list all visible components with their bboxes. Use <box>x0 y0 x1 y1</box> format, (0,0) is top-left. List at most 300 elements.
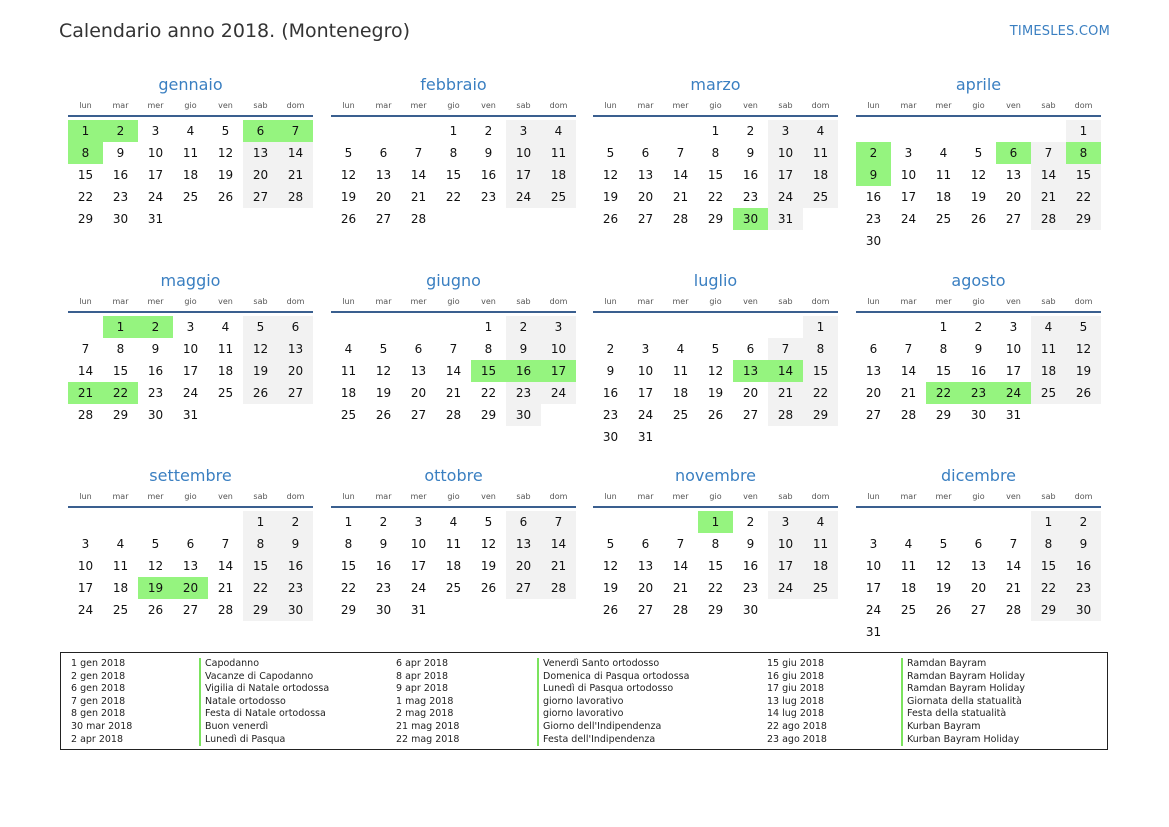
day-cell: 25 <box>112 603 129 617</box>
empty-cell <box>1066 230 1101 252</box>
holiday-day-cell: 15 <box>471 360 506 382</box>
weekday-label: lun <box>604 297 617 306</box>
header-divider <box>856 311 1101 313</box>
week-row <box>331 533 576 555</box>
weekday-label: sab <box>778 492 793 501</box>
day-cell: 6 <box>869 342 878 356</box>
legend-holiday-name: Lunedì di Pasqua <box>199 734 329 747</box>
day-cell: 9 <box>1066 533 1101 555</box>
weekday-label: ven <box>1006 297 1021 306</box>
day-cell: 13 <box>278 338 313 360</box>
day-cell: 5 <box>221 124 230 138</box>
day-cell: 10 <box>768 533 803 555</box>
empty-cell <box>471 208 506 230</box>
empty-cell <box>891 621 926 643</box>
day-cell: 2 <box>974 320 983 334</box>
week-row <box>856 338 1101 360</box>
empty-cell <box>243 404 278 426</box>
day-cell: 5 <box>606 537 615 551</box>
day-cell: 8 <box>344 537 353 551</box>
weekday-label: ven <box>743 492 758 501</box>
week-row <box>331 208 576 230</box>
day-cell: 7 <box>676 537 685 551</box>
week-row <box>68 208 313 230</box>
legend-holiday-name: Kurban Bayram <box>901 721 1025 734</box>
weekday-header <box>856 99 1101 113</box>
weekday-header <box>331 490 576 504</box>
day-cell: 19 <box>935 581 952 595</box>
day-cell: 14 <box>900 364 917 378</box>
legend-holiday-name: Ramdan Bayram Holiday <box>901 683 1025 696</box>
day-cell: 15 <box>445 168 462 182</box>
legend-dates-column <box>396 658 459 746</box>
holiday-day-cell: 16 <box>506 360 541 382</box>
day-cell: 11 <box>900 559 917 573</box>
day-cell: 8 <box>243 533 278 555</box>
day-cell: 7 <box>221 537 230 551</box>
day-cell: 24 <box>637 408 654 422</box>
month-name: maggio <box>160 271 221 290</box>
week-row <box>331 555 576 577</box>
legend-holiday-name: Giornata della statualità <box>901 696 1025 709</box>
day-cell: 1 <box>1031 511 1066 533</box>
day-cell: 12 <box>243 338 278 360</box>
day-cell: 14 <box>410 168 427 182</box>
weekday-label: mar <box>637 492 654 501</box>
header-divider <box>331 311 576 313</box>
day-cell: 4 <box>221 320 230 334</box>
day-cell: 13 <box>182 559 199 573</box>
day-cell: 15 <box>340 559 357 573</box>
day-cell: 12 <box>970 168 987 182</box>
day-cell: 27 <box>865 408 882 422</box>
day-cell: 6 <box>641 537 650 551</box>
day-cell: 30 <box>112 212 129 226</box>
holiday-day-cell: 1 <box>698 511 733 533</box>
legend-date: 13 lug 2018 <box>767 695 824 707</box>
day-cell: 8 <box>711 537 720 551</box>
day-cell: 13 <box>506 533 541 555</box>
weekday-header <box>593 490 838 504</box>
day-cell: 23 <box>480 190 497 204</box>
day-cell: 17 <box>900 190 917 204</box>
legend-holiday-name: Ramdan Bayram Holiday <box>901 671 1025 684</box>
empty-cell <box>68 316 103 338</box>
day-cell: 22 <box>243 577 278 599</box>
empty-cell <box>1066 621 1101 643</box>
weekday-label: gio <box>184 492 197 501</box>
week-row <box>593 555 838 577</box>
day-cell: 20 <box>970 581 987 595</box>
empty-cell <box>1031 621 1066 643</box>
week-row <box>593 142 838 164</box>
week-row <box>68 533 313 555</box>
day-cell: 30 <box>970 408 987 422</box>
day-cell: 17 <box>147 168 164 182</box>
empty-cell <box>663 120 698 142</box>
empty-cell <box>733 316 768 338</box>
day-cell: 25 <box>935 212 952 226</box>
empty-cell <box>1031 404 1066 426</box>
day-cell: 23 <box>375 581 392 595</box>
day-cell: 1 <box>711 124 720 138</box>
day-cell: 5 <box>344 146 353 160</box>
day-cell: 12 <box>707 364 724 378</box>
weekday-label: ven <box>481 101 496 110</box>
day-cell: 12 <box>602 559 619 573</box>
day-cell: 4 <box>904 537 913 551</box>
day-cell: 28 <box>445 408 462 422</box>
day-cell: 24 <box>147 190 164 204</box>
day-cell: 10 <box>147 146 164 160</box>
legend-holiday-name: Vacanze di Capodanno <box>199 671 329 684</box>
day-cell: 18 <box>803 555 838 577</box>
weekday-label: dom <box>811 297 830 306</box>
day-cell: 18 <box>935 190 952 204</box>
empty-cell <box>926 230 961 252</box>
week-row <box>331 338 576 360</box>
day-cell: 21 <box>217 581 234 595</box>
day-cell: 1 <box>484 320 493 334</box>
weekday-label: dom <box>286 101 305 110</box>
day-cell: 3 <box>904 146 913 160</box>
weekday-label: mer <box>147 297 164 306</box>
legend-holiday-name: giorno lavorativo <box>537 696 689 709</box>
day-cell: 25 <box>803 577 838 599</box>
weekday-label: lun <box>79 492 92 501</box>
day-cell: 3 <box>869 537 878 551</box>
day-cell: 6 <box>278 316 313 338</box>
legend-date: 2 mag 2018 <box>396 708 454 720</box>
day-cell: 13 <box>1005 168 1022 182</box>
day-cell: 14 <box>672 559 689 573</box>
day-cell: 4 <box>803 120 838 142</box>
holiday-day-cell: 9 <box>856 164 891 186</box>
legend-names-column <box>199 658 329 746</box>
day-cell: 19 <box>1066 360 1101 382</box>
day-cell: 24 <box>768 186 803 208</box>
day-cell: 25 <box>803 186 838 208</box>
holiday-day-cell: 1 <box>103 316 138 338</box>
month-giugno <box>331 271 576 426</box>
day-cell: 6 <box>746 342 755 356</box>
day-cell: 25 <box>1031 382 1066 404</box>
empty-cell <box>856 511 891 533</box>
empty-cell <box>698 316 733 338</box>
week-row <box>856 164 1101 186</box>
week-row <box>331 511 576 533</box>
empty-cell <box>331 316 366 338</box>
weekday-label: gio <box>184 297 197 306</box>
empty-cell <box>208 404 243 426</box>
day-cell: 14 <box>77 364 94 378</box>
weekday-header <box>593 99 838 113</box>
week-row <box>331 186 576 208</box>
day-cell: 9 <box>606 364 615 378</box>
day-cell: 5 <box>151 537 160 551</box>
day-cell: 30 <box>506 404 541 426</box>
day-cell: 10 <box>637 364 654 378</box>
day-cell: 11 <box>672 364 689 378</box>
day-cell: 4 <box>1031 316 1066 338</box>
empty-cell <box>68 511 103 533</box>
day-cell: 7 <box>1031 142 1066 164</box>
day-cell: 9 <box>746 146 755 160</box>
week-row <box>593 426 838 448</box>
empty-cell <box>366 316 401 338</box>
month-febbraio <box>331 75 576 230</box>
day-cell: 8 <box>803 338 838 360</box>
day-cell: 27 <box>506 577 541 599</box>
day-cell: 29 <box>803 404 838 426</box>
day-cell: 25 <box>672 408 689 422</box>
day-cell: 15 <box>243 555 278 577</box>
month-name: gennaio <box>158 75 223 94</box>
day-cell: 13 <box>243 142 278 164</box>
weekday-label: dom <box>1074 492 1093 501</box>
holiday-day-cell: 8 <box>68 142 103 164</box>
empty-cell <box>173 208 208 230</box>
day-cell: 22 <box>707 190 724 204</box>
day-cell: 26 <box>935 603 952 617</box>
day-cell: 6 <box>641 146 650 160</box>
day-cell: 9 <box>278 533 313 555</box>
weekday-label: ven <box>218 297 233 306</box>
weekday-label: gio <box>447 101 460 110</box>
empty-cell <box>996 511 1031 533</box>
day-cell: 2 <box>484 124 493 138</box>
day-cell: 5 <box>379 342 388 356</box>
day-cell: 11 <box>112 559 129 573</box>
legend-date: 17 giu 2018 <box>767 683 824 695</box>
empty-cell <box>663 316 698 338</box>
day-cell: 1 <box>344 515 353 529</box>
day-cell: 3 <box>641 342 650 356</box>
day-cell: 21 <box>445 386 462 400</box>
day-cell: 21 <box>1005 581 1022 595</box>
day-cell: 9 <box>746 537 755 551</box>
weekday-label: gio <box>709 101 722 110</box>
day-cell: 12 <box>375 364 392 378</box>
day-cell: 14 <box>278 142 313 164</box>
weekday-header <box>856 490 1101 504</box>
day-cell: 5 <box>711 342 720 356</box>
weekday-label: lun <box>604 492 617 501</box>
weekday-label: mar <box>112 297 129 306</box>
day-cell: 3 <box>541 316 576 338</box>
header-divider <box>68 311 313 313</box>
day-cell: 29 <box>707 603 724 617</box>
legend-date: 1 gen 2018 <box>71 658 126 669</box>
weekday-header <box>331 99 576 113</box>
day-cell: 16 <box>278 555 313 577</box>
day-cell: 28 <box>672 212 689 226</box>
weekday-label: lun <box>867 492 880 501</box>
legend-holiday-name: Giorno dell'Indipendenza <box>537 721 689 734</box>
day-cell: 28 <box>900 408 917 422</box>
holiday-day-cell: 30 <box>733 208 768 230</box>
week-row <box>68 404 313 426</box>
weekday-label: ven <box>218 101 233 110</box>
weekday-label: mar <box>637 101 654 110</box>
day-cell: 20 <box>278 360 313 382</box>
day-cell: 11 <box>1031 338 1066 360</box>
week-row <box>68 186 313 208</box>
day-cell: 26 <box>243 382 278 404</box>
day-cell: 28 <box>1031 208 1066 230</box>
day-cell: 16 <box>742 168 759 182</box>
week-row <box>856 555 1101 577</box>
empty-cell <box>593 316 628 338</box>
day-cell: 25 <box>182 190 199 204</box>
day-cell: 10 <box>182 342 199 356</box>
day-cell: 27 <box>375 212 392 226</box>
day-cell: 9 <box>974 342 983 356</box>
day-cell: 25 <box>900 603 917 617</box>
day-cell: 16 <box>970 364 987 378</box>
day-cell: 2 <box>606 342 615 356</box>
day-cell: 11 <box>445 537 462 551</box>
week-row <box>68 338 313 360</box>
day-cell: 9 <box>116 146 125 160</box>
day-cell: 19 <box>602 581 619 595</box>
day-cell: 26 <box>340 212 357 226</box>
day-cell: 21 <box>900 386 917 400</box>
day-cell: 20 <box>742 386 759 400</box>
day-cell: 29 <box>1031 599 1066 621</box>
legend-holiday-name: Capodanno <box>199 658 329 671</box>
week-row <box>856 208 1101 230</box>
day-cell: 25 <box>217 386 234 400</box>
weekday-label: mar <box>112 492 129 501</box>
day-cell: 1 <box>939 320 948 334</box>
day-cell: 22 <box>77 190 94 204</box>
empty-cell <box>401 316 436 338</box>
holiday-day-cell: 8 <box>1066 142 1101 164</box>
empty-cell <box>856 316 891 338</box>
weekday-label: lun <box>342 101 355 110</box>
day-cell: 11 <box>935 168 952 182</box>
day-cell: 31 <box>410 603 427 617</box>
weekday-header <box>68 295 313 309</box>
weekday-label: dom <box>549 297 568 306</box>
day-cell: 15 <box>1066 164 1101 186</box>
site-link[interactable]: TIMESLES.COM <box>1009 24 1110 39</box>
day-cell: 6 <box>414 342 423 356</box>
day-cell: 8 <box>116 342 125 356</box>
weekday-label: lun <box>342 297 355 306</box>
day-cell: 26 <box>602 603 619 617</box>
day-cell: 2 <box>379 515 388 529</box>
day-cell: 27 <box>970 603 987 617</box>
day-cell: 18 <box>672 386 689 400</box>
day-cell: 2 <box>506 316 541 338</box>
day-cell: 3 <box>186 320 195 334</box>
week-row <box>593 360 838 382</box>
empty-cell <box>593 120 628 142</box>
day-cell: 2 <box>1066 511 1101 533</box>
holiday-day-cell: 7 <box>278 120 313 142</box>
weekday-label: dom <box>1074 101 1093 110</box>
legend-date: 9 apr 2018 <box>396 683 449 695</box>
weekday-label: sab <box>1041 297 1056 306</box>
header-divider <box>593 506 838 508</box>
week-row <box>593 164 838 186</box>
weekday-label: sab <box>516 101 531 110</box>
week-row <box>68 316 313 338</box>
header-divider <box>856 506 1101 508</box>
day-cell: 20 <box>865 386 882 400</box>
day-cell: 10 <box>900 168 917 182</box>
day-cell: 21 <box>672 190 689 204</box>
empty-cell <box>663 426 698 448</box>
day-cell: 9 <box>506 338 541 360</box>
empty-cell <box>331 120 366 142</box>
day-cell: 20 <box>375 190 392 204</box>
week-row <box>856 404 1101 426</box>
day-cell: 15 <box>803 360 838 382</box>
day-cell: 19 <box>602 190 619 204</box>
day-cell: 22 <box>707 581 724 595</box>
day-cell: 23 <box>112 190 129 204</box>
week-row <box>331 164 576 186</box>
header-divider <box>856 115 1101 117</box>
month-name: dicembre <box>940 466 1017 485</box>
holiday-day-cell: 17 <box>541 360 576 382</box>
empty-cell <box>961 120 996 142</box>
day-cell: 20 <box>410 386 427 400</box>
day-cell: 10 <box>768 142 803 164</box>
day-cell: 18 <box>182 168 199 182</box>
legend-date: 2 gen 2018 <box>71 670 126 682</box>
week-row <box>331 404 576 426</box>
weekday-label: dom <box>1074 297 1093 306</box>
day-cell: 17 <box>1005 364 1022 378</box>
day-cell: 17 <box>768 164 803 186</box>
day-cell: 22 <box>803 382 838 404</box>
day-cell: 16 <box>112 168 129 182</box>
day-cell: 23 <box>278 577 313 599</box>
day-cell: 27 <box>278 382 313 404</box>
weekday-label: gio <box>447 297 460 306</box>
holiday-day-cell: 19 <box>138 577 173 599</box>
month-dicembre <box>856 466 1101 643</box>
day-cell: 5 <box>243 316 278 338</box>
empty-cell <box>103 511 138 533</box>
day-cell: 14 <box>672 168 689 182</box>
day-cell: 27 <box>182 603 199 617</box>
day-cell: 10 <box>541 338 576 360</box>
header-divider <box>593 115 838 117</box>
week-row <box>856 577 1101 599</box>
legend-date: 21 mag 2018 <box>396 720 460 732</box>
day-cell: 21 <box>541 555 576 577</box>
day-cell: 14 <box>217 559 234 573</box>
empty-cell <box>173 511 208 533</box>
day-cell: 8 <box>939 342 948 356</box>
empty-cell <box>891 120 926 142</box>
day-cell: 8 <box>449 146 458 160</box>
day-cell: 25 <box>541 186 576 208</box>
header-divider <box>68 115 313 117</box>
day-cell: 29 <box>1066 208 1101 230</box>
week-row <box>68 382 313 404</box>
day-cell: 10 <box>1005 342 1022 356</box>
weekday-label: mer <box>410 297 427 306</box>
day-cell: 12 <box>1066 338 1101 360</box>
day-cell: 3 <box>1009 320 1018 334</box>
day-cell: 23 <box>1066 577 1101 599</box>
